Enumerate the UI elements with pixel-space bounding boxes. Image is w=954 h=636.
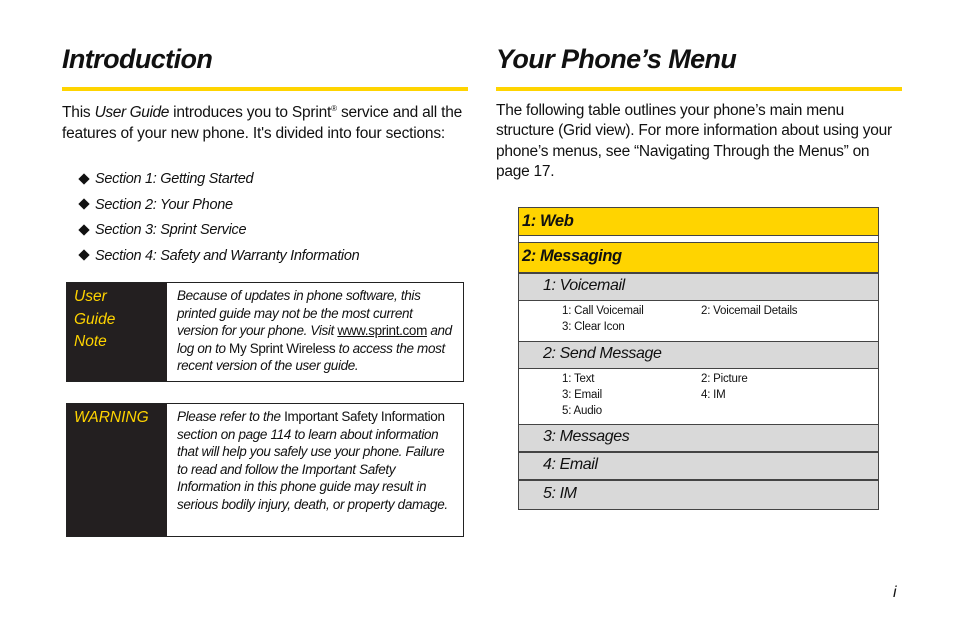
option-clear-icon: 3: Clear Icon (562, 321, 625, 333)
warning-label-text: WARNING (74, 409, 149, 426)
option-picture: 2: Picture (701, 373, 748, 385)
diamond-bullet-icon (78, 173, 89, 184)
section-label: Section 3: Sprint Service (95, 222, 247, 238)
intro-text-3: service and all the features of your new phone. It's divided into four sections: (62, 104, 463, 142)
page-number: i (893, 584, 897, 601)
section-item (77, 245, 467, 271)
warning-emphasis: Important Safety Information (284, 409, 445, 424)
section-label: Section 1: Getting Started (95, 171, 254, 187)
option-text: 1: Text (562, 373, 595, 385)
page-title-phone-menu: Your Phone’s Menu (496, 44, 737, 74)
diamond-bullet-icon (78, 199, 89, 210)
intro-user-guide: User Guide (94, 104, 169, 121)
section-item (77, 194, 467, 220)
title-underline (496, 87, 902, 91)
diamond-bullet-icon (78, 250, 89, 261)
page-title-introduction: Introduction (62, 44, 213, 74)
warning-box (66, 403, 464, 537)
option-call-voicemail: 1: Call Voicemail (562, 305, 644, 317)
section-item (77, 168, 467, 194)
warning-text-1: Please refer to the (177, 409, 285, 424)
intro-text-2: introduces you to Sprint (169, 104, 332, 121)
sprint-website-link[interactable]: www.sprint.com (337, 323, 427, 339)
note-text-2: and log on to (177, 323, 452, 356)
section-label: Section 4: Safety and Warranty Information (95, 247, 360, 264)
submenu-send-message: 2: Send Message (518, 341, 879, 369)
note-label-line: Guide (74, 310, 116, 328)
title-underline (62, 87, 468, 91)
registered-mark: ® (331, 104, 337, 113)
section-label: Section 2: Your Phone (95, 196, 233, 213)
note-label (67, 283, 167, 381)
send-message-options (518, 369, 879, 424)
section-item (77, 219, 467, 245)
submenu-messages: 3: Messages (518, 424, 879, 452)
user-guide-note-box (66, 282, 464, 382)
note-label-line: Note (74, 333, 107, 350)
intro-text-1: This (62, 104, 95, 121)
warning-text-2: section on page 114 to learn about information that will help you safely use your phone. Failure to read and follow the Important Safety Information in this phone guide may result in serious bodily injury, death, or property damage. (177, 426, 448, 512)
option-voicemail-details: 2: Voicemail Details (701, 305, 798, 317)
section-list (77, 168, 467, 270)
submenu-voicemail: 1: Voicemail (518, 273, 879, 301)
warning-label (67, 404, 167, 536)
note-brand-name: My Sprint Wireless (229, 340, 336, 356)
note-text-3: to access the most recent version of the user guide. (177, 340, 445, 374)
note-body (177, 287, 453, 375)
intro-paragraph (62, 103, 468, 144)
option-audio: 5: Audio (562, 405, 602, 417)
option-email: 3: Email (562, 389, 602, 401)
diamond-bullet-icon (78, 224, 89, 235)
menu-intro-paragraph: The following table outlines your phone’s main menu structure (Grid view). For more information about using your phone’s menus, see “Navigating Through the Menus” on page 17. (496, 102, 892, 180)
menu-item-web: 1: Web (518, 207, 879, 236)
menu-item-messaging: 2: Messaging (518, 242, 879, 273)
submenu-email: 4: Email (518, 452, 879, 480)
warning-body (177, 408, 453, 514)
voicemail-options (518, 301, 879, 341)
note-text-1: Because of updates in phone software, this printed guide may not be the most current version for your phone. Visit (177, 288, 421, 339)
submenu-im: 5: IM (518, 480, 879, 510)
note-label-line: User (74, 288, 107, 305)
option-im: 4: IM (701, 389, 726, 401)
